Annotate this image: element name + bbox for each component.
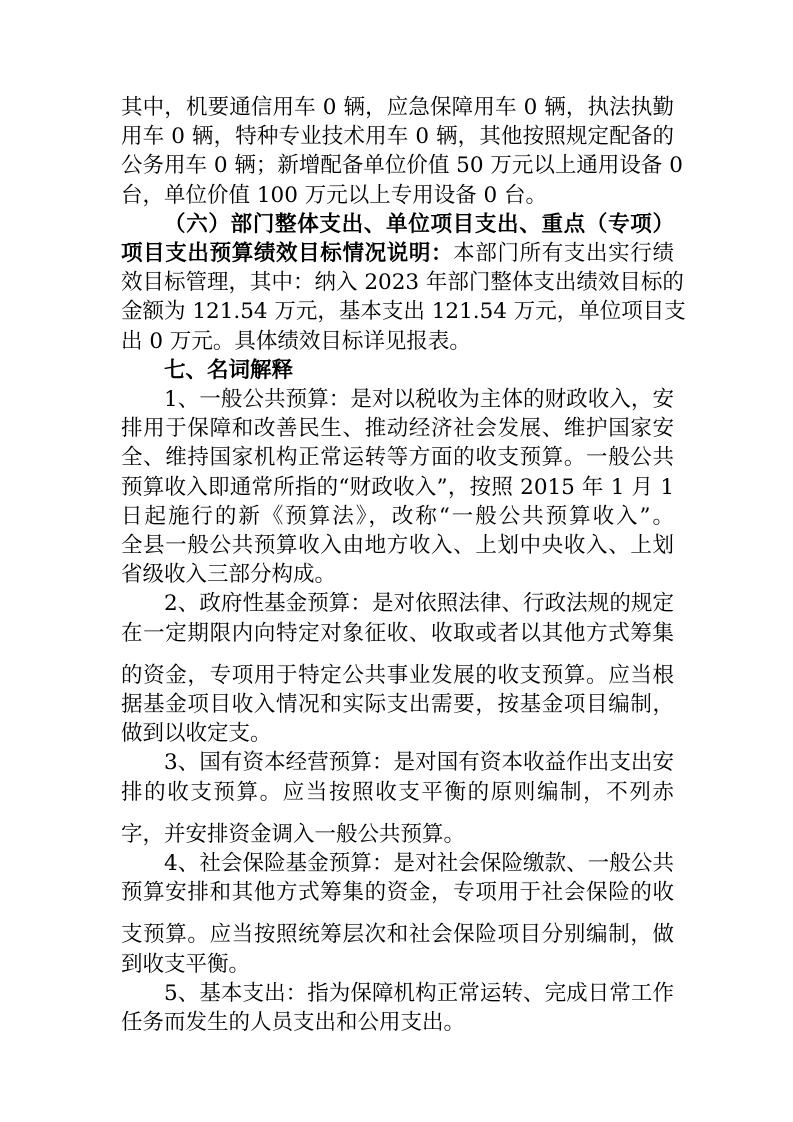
term-line: 2、政府性基金预算：是对依照法律、行政法规的规定 [164, 591, 674, 616]
term-line: 在一定期限内向特定对象征收、收取或者以其他方式筹集 [121, 621, 674, 646]
term-line: 任务而发生的人员支出和公用支出。 [121, 1010, 466, 1035]
term-line: 的资金，专项用于特定公共事业发展的收支预算。应当根 [121, 663, 674, 688]
term-line: 排的收支预算。应当按照收支平衡的原则编制，不列赤 [121, 780, 674, 805]
term-line: 1、一般公共预算：是对以税收为主体的财政收入，安 [164, 387, 674, 412]
section-six-heading: （六）部门整体支出、单位项目支出、重点（专项） [164, 212, 674, 237]
paragraph-line: 金额为 121.54 万元，基本支出 121.54 万元，单位项目支 [121, 299, 686, 324]
term-line: 3、国有资本经营预算：是对国有资本收益作出支出安 [164, 750, 674, 775]
term-line: 省级收入三部分构成。 [121, 562, 337, 587]
paragraph-line: 用车 0 辆，特种专业技术用车 0 辆，其他按照规定配备的 [121, 124, 674, 149]
term-line: 4、社会保险基金预算：是对社会保险缴款、一般公共 [164, 851, 674, 876]
term-line: 做到以收定支。 [121, 721, 272, 746]
term-line: 预算收入即通常所指的“财政收入”，按照 2015 年 1 月 1 [121, 475, 674, 500]
section-seven-title: 七、名词解释 [164, 358, 294, 383]
paragraph-line: 台，单位价值 100 万元以上专用设备 0 台。 [121, 183, 548, 208]
term-line: 5、基本支出：指为保障机构正常运转、完成日常工作 [164, 981, 674, 1006]
term-line: 据基金项目收入情况和实际支出需要，按基金项目编制， [121, 692, 674, 717]
term-line: 排用于保障和改善民生、推动经济社会发展、维护国家安 [121, 416, 674, 441]
term-line: 到收支平衡。 [121, 952, 251, 977]
paragraph-line: 出 0 万元。具体绩效目标详见报表。 [121, 329, 471, 354]
term-line: 预算安排和其他方式筹集的资金，专项用于社会保险的收 [121, 880, 674, 905]
term-line: 日起施行的新《预算法》，改称“一般公共预算收入”。 [121, 504, 674, 529]
term-line: 支预算。应当按照统筹层次和社会保险项目分别编制，做 [121, 922, 674, 947]
paragraph-line: 其中，机要通信用车 0 辆，应急保障用车 0 辆，执法执勤 [121, 95, 674, 120]
section-six-heading-bold: 项目支出预算绩效目标情况说明： [121, 241, 454, 266]
section-six-heading-line2 [121, 239, 674, 268]
section-six-text: 本部门所有支出实行绩 [453, 241, 674, 266]
term-line: 全、维持国家机构正常运转等方面的收支预算。一般公共 [121, 445, 674, 470]
paragraph-line: 效目标管理，其中：纳入 2023 年部门整体支出绩效目标的 [121, 270, 684, 295]
paragraph-line: 公务用车 0 辆；新增配备单位价值 50 万元以上通用设备 0 [121, 153, 683, 178]
term-line: 字，并安排资金调入一般公共预算。 [121, 822, 466, 847]
term-line: 全县一般公共预算收入由地方收入、上划中央收入、上划 [121, 533, 674, 558]
